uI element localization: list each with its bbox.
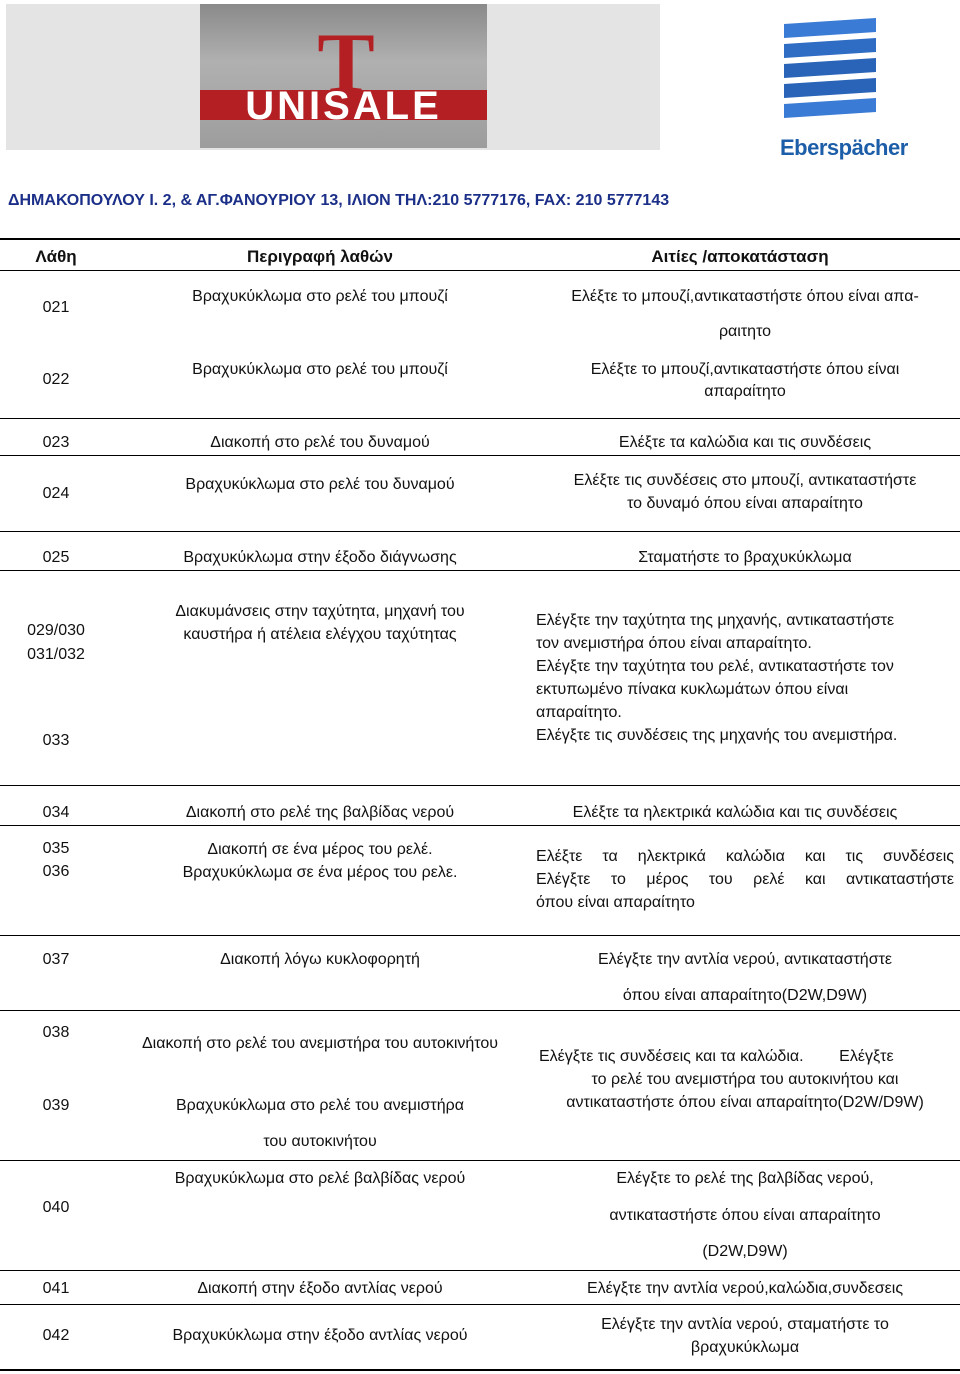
row-description: καυστήρα ή ατέλεια ελέγχου ταχύτητας [183, 626, 457, 643]
row-code: 035 [42, 840, 70, 857]
row-code: 024 [42, 485, 70, 502]
row-remedy: Ελέξτε τις συνδέσεις στο μπουζί, αντικαταστήστε [573, 472, 917, 489]
row-remedy: Ελέγξτε την ταχύτητα του ρελέ, αντικαταστήστε τον [536, 658, 894, 675]
row-remedy: Ελέξτε τα καλώδια και τις συνδέσεις [618, 434, 872, 451]
row-code: 042 [42, 1327, 70, 1344]
row-remedy: Σταματήστε το βραχυκύκλωμα [638, 549, 852, 566]
row-code: 040 [42, 1199, 70, 1216]
row-remedy: απαραίτητο [704, 383, 786, 400]
table-top-border [0, 238, 960, 240]
row-code: 034 [42, 804, 70, 821]
table-header-border [0, 270, 960, 271]
row-divider [0, 1010, 960, 1011]
row-remedy: ραιτητο [718, 323, 772, 340]
row-divider [0, 570, 960, 571]
row-remedy: Ελέγξτε την ταχύτητα της μηχανής, αντικαταστήστε [536, 612, 895, 629]
row-divider [0, 455, 960, 456]
row-code: 037 [42, 951, 70, 968]
header-description: Περιγραφή λαθών [247, 247, 393, 266]
header-remedy: Αιτίες /αποκατάσταση [651, 247, 829, 266]
row-remedy: απαραίτητο. [536, 704, 622, 721]
row-remedy: Ελέγξτε την αντλία νερού, αντικαταστήστε [597, 951, 893, 968]
row-description: Βραχυκύκλωμα στο ρελέ του ανεμιστήρα [176, 1097, 464, 1114]
row-remedy: όπου είναι απαραίτητο(D2W,D9W) [622, 987, 868, 1004]
row-remedy: αντικαταστήστε όπου είναι απαραίτητο [609, 1207, 881, 1224]
row-remedy: βραχυκύκλωμα [690, 1339, 800, 1356]
row-remedy: το ρελέ του ανεμιστήρα του αυτοκινήτου και [591, 1071, 899, 1088]
logo-name: UNISALE [245, 84, 442, 128]
row-code: 023 [42, 434, 70, 451]
row-remedy: (D2W,D9W) [702, 1243, 788, 1260]
row-remedy: αντικαταστήστε όπου είναι απαραίτητο(D2W/D9W) [566, 1094, 924, 1111]
row-remedy: εκτυπωμένο πίνακα κυκλωμάτων όπου είναι [536, 681, 849, 698]
row-remedy: Ελέγξτε την αντλία νερού,καλώδια,συνδεσεις [586, 1280, 904, 1297]
row-divider [0, 531, 960, 532]
row-remedy: Ελέγξτε το μέρος του ρελέ και αντικαταστήστε [536, 871, 954, 888]
row-code: 039 [42, 1097, 70, 1114]
row-description: Βραχυκύκλωμα στο ρελέ του δυναμού [185, 476, 455, 493]
row-divider [0, 935, 960, 936]
row-divider [0, 825, 960, 826]
row-description: Βραχυκύκλωμα στο ρελέ του μπουζί [192, 288, 448, 305]
row-remedy: Ελέξτε το μπουζί,αντικαταστήστε όπου είναι [590, 361, 900, 378]
row-code: 033 [42, 732, 70, 749]
row-description: του αυτοκινήτου [263, 1133, 377, 1150]
row-code: 029/030 [27, 622, 85, 639]
row-description: Βραχυκύκλωμα στην έξοδο αντλίας νερού [172, 1327, 468, 1344]
row-description: Βραχυκύκλωμα στην έξοδο διάγνωσης [183, 549, 457, 566]
row-divider [0, 418, 960, 419]
row-remedy: Ελέγξτε την αντλία νερού, σταματήστε το [601, 1316, 889, 1333]
row-remedy: τον ανεμιστήρα όπου είναι απαραίτητο. [536, 635, 812, 652]
row-remedy: Ελέξτε το μπουζί,αντικαταστήστε όπου είναι απα- [571, 288, 919, 305]
row-description: Διακοπή σε ένα μέρος του ρελέ. [207, 841, 433, 858]
row-divider [0, 1270, 960, 1271]
row-code: 025 [42, 549, 70, 566]
row-description: Διακοπή στο ρελέ της βαλβίδας νερού [185, 804, 455, 821]
row-code: 036 [42, 863, 70, 880]
row-remedy: Ελέξτε τα ηλεκτρικά καλώδια και τις συνδέσεις [536, 848, 954, 865]
table-bottom-border [0, 1369, 960, 1371]
company-address: ΔΗΜΑΚΟΠΟΥΛΟΥ Ι. 2, & ΑΓ.ΦΑΝΟΥΡΙΟΥ 13, ΙΛΙΟΝ ΤΗΛ:210 5777176, FAX: 210 5777143 [8, 192, 670, 209]
row-code: 038 [42, 1024, 70, 1041]
row-divider [0, 1160, 960, 1161]
row-code: 031/032 [27, 646, 85, 663]
row-code: 022 [42, 371, 70, 388]
row-code: 021 [42, 299, 70, 316]
row-description: Διακοπή στην έξοδο αντλίας νερού [197, 1280, 443, 1297]
row-description: Βραχυκύκλωμα στο ρελέ του μπουζί [192, 361, 448, 378]
row-remedy: Ελέγξτε το ρελέ της βαλβίδας νερού, [616, 1170, 874, 1187]
row-divider [0, 785, 960, 786]
row-remedy: Ελέγξτε τις συνδέσεις της μηχανής του ανεμιστήρα. [536, 727, 898, 744]
header-code: Λάθη [35, 247, 77, 266]
logo-letter: T [317, 15, 375, 111]
row-remedy: το δυναμό όπου είναι απαραίτητο [627, 495, 863, 512]
partner-name: Eberspächer [780, 135, 908, 160]
row-description: Διακοπή στο ρελέ του ανεμιστήρα του αυτοκινήτου [141, 1035, 499, 1052]
row-description: Διακοπή λόγω κυκλοφορητή [220, 951, 420, 968]
row-description: Διακυμάνσεις στην ταχύτητα, μηχανή του [175, 603, 465, 620]
row-remedy: όπου είναι απαραίτητο [536, 894, 695, 911]
row-description: Βραχυκύκλωμα σε ένα μέρος του ρελε. [182, 864, 458, 881]
row-description: Βραχυκύκλωμα στο ρελέ βαλβίδας νερού [174, 1170, 466, 1187]
row-remedy: Ελέγξτε τις συνδέσεις και τα καλώδια. Ελέγξτε [539, 1048, 894, 1065]
row-divider [0, 1304, 960, 1305]
row-description: Διακοπή στο ρελέ του δυναμού [210, 434, 430, 451]
eberspacher-logo-icon [784, 18, 876, 128]
row-code: 041 [42, 1280, 70, 1297]
row-remedy: Ελέξτε τα ηλεκτρικά καλώδια και τις συνδέσεις [572, 804, 898, 821]
